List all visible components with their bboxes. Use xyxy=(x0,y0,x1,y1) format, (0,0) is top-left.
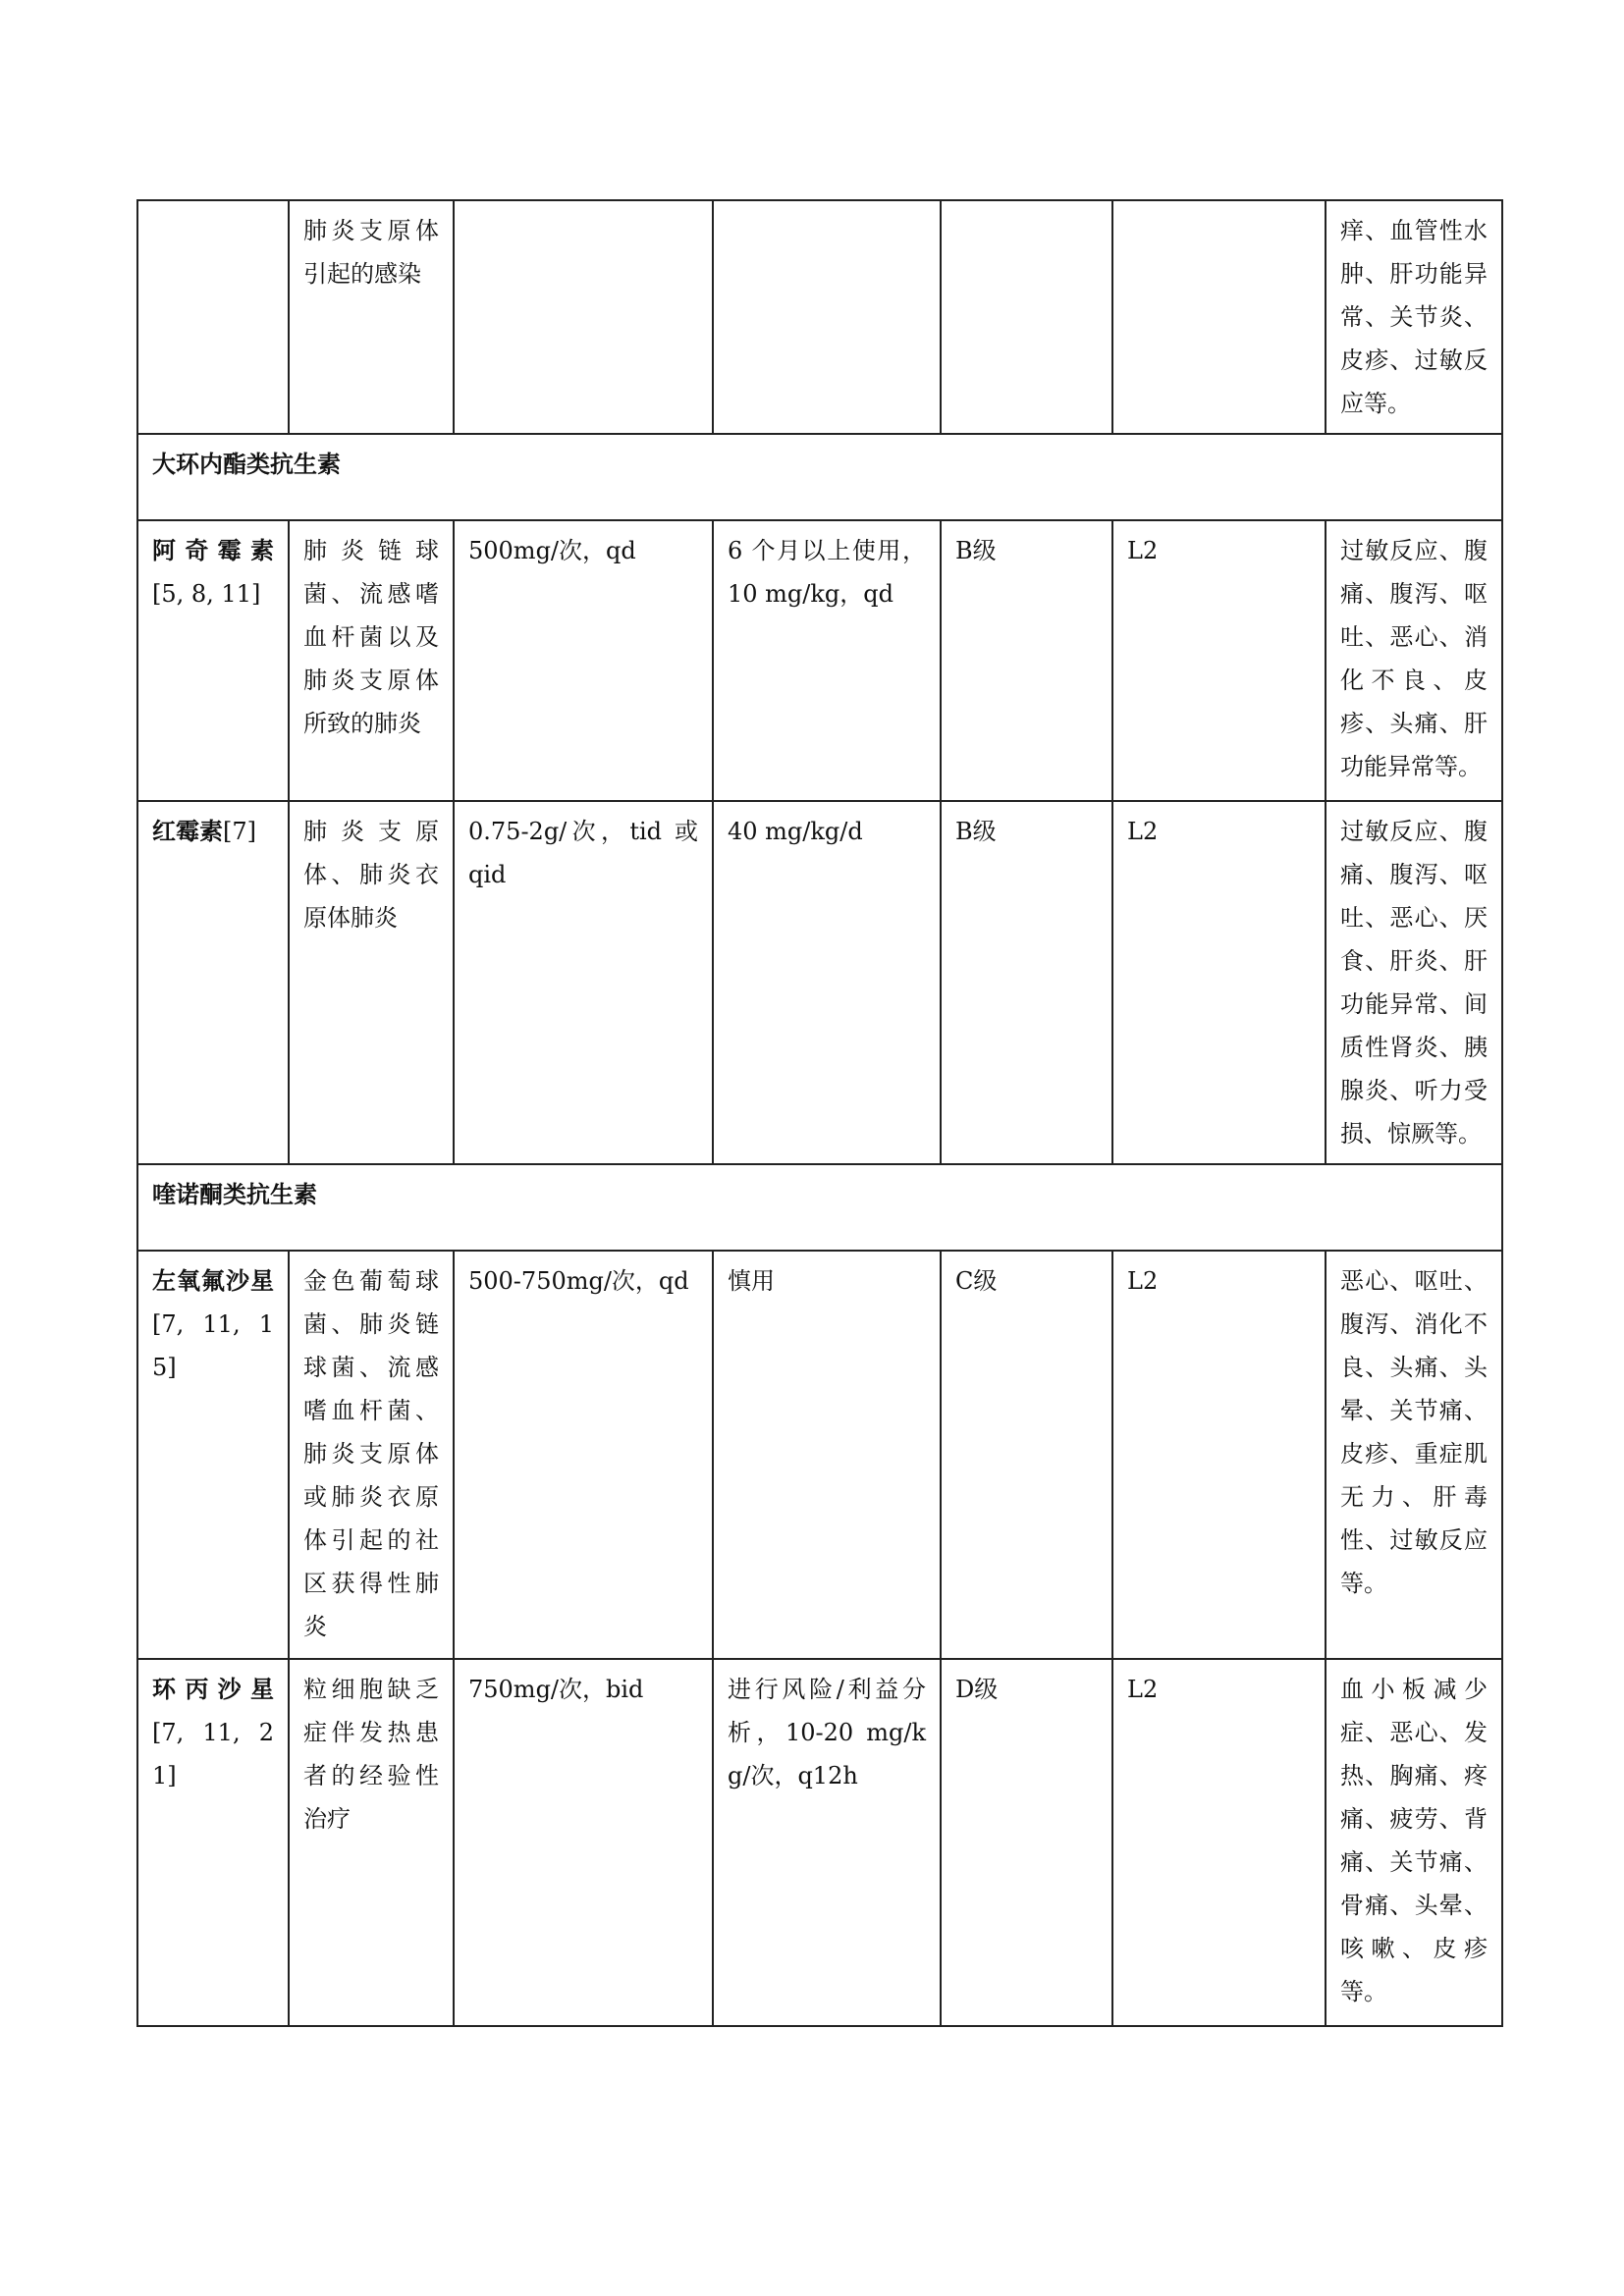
adult-dose-cell: 0.75-2g/次，tid 或 qid xyxy=(454,801,713,1164)
adult-dose-cell xyxy=(454,200,713,434)
pregnancy-grade-cell: D级 xyxy=(941,1659,1112,2026)
drug-name: 阿奇霉素 xyxy=(152,536,274,564)
reference: [7, 11, 21] xyxy=(152,1719,274,1789)
section-title-quinolone: 喹诺酮类抗生素 xyxy=(137,1164,1502,1251)
table-row xyxy=(137,200,1502,434)
drug-name: 环丙沙星 xyxy=(152,1675,274,1703)
table-row xyxy=(137,1251,1502,1659)
child-dose-cell: 进行风险/利益分析，10-20 mg/kg/次，q12h xyxy=(713,1659,941,2026)
drug-name: 红霉素 xyxy=(152,817,223,845)
indication-cell: 肺炎支原体引起的感染 xyxy=(289,200,454,434)
pregnancy-grade-cell xyxy=(941,200,1112,434)
drug-name-cell xyxy=(137,520,289,801)
drug-name-cell xyxy=(137,1251,289,1659)
table-row xyxy=(137,801,1502,1164)
lactation-grade-cell: L2 xyxy=(1112,1659,1326,2026)
child-dose-cell: 40 mg/kg/d xyxy=(713,801,941,1164)
drug-name-cell xyxy=(137,200,289,434)
section-row xyxy=(137,434,1502,520)
lactation-grade-cell: L2 xyxy=(1112,1251,1326,1659)
drug-name: 左氧氟沙星 xyxy=(152,1266,274,1295)
adverse-reaction-cell: 血小板减少症、恶心、发热、胸痛、疼痛、疲劳、背痛、关节痛、骨痛、头晕、咳嗽、皮疹等。 xyxy=(1326,1659,1502,2026)
drug-name-cell xyxy=(137,1659,289,2026)
adult-dose-cell: 500mg/次，qd xyxy=(454,520,713,801)
adult-dose-cell: 750mg/次，bid xyxy=(454,1659,713,2026)
drug-table xyxy=(136,199,1503,2027)
indication-cell: 金色葡萄球菌、肺炎链球菌、流感嗜血杆菌、肺炎支原体或肺炎衣原体引起的社区获得性肺炎 xyxy=(289,1251,454,1659)
indication-cell: 肺炎支原体、肺炎衣原体肺炎 xyxy=(289,801,454,1164)
adult-dose-cell: 500-750mg/次，qd xyxy=(454,1251,713,1659)
lactation-grade-cell xyxy=(1112,200,1326,434)
pregnancy-grade-cell: B级 xyxy=(941,520,1112,801)
child-dose-cell: 6 个月以上使用，10 mg/kg，qd xyxy=(713,520,941,801)
table-row xyxy=(137,1659,1502,2026)
lactation-grade-cell: L2 xyxy=(1112,520,1326,801)
reference: [7] xyxy=(223,818,256,845)
reference: [7, 11, 15] xyxy=(152,1310,274,1381)
child-dose-cell: 慎用 xyxy=(713,1251,941,1659)
section-title-macrolide: 大环内酯类抗生素 xyxy=(137,434,1502,520)
indication-cell: 肺炎链球菌、流感嗜血杆菌以及肺炎支原体所致的肺炎 xyxy=(289,520,454,801)
adverse-reaction-cell: 过敏反应、腹痛、腹泻、呕吐、恶心、消化不良、皮疹、头痛、肝功能异常等。 xyxy=(1326,520,1502,801)
adverse-reaction-cell: 痒、血管性水肿、肝功能异常、关节炎、皮疹、过敏反应等。 xyxy=(1326,200,1502,434)
pregnancy-grade-cell: B级 xyxy=(941,801,1112,1164)
reference: [5, 8, 11] xyxy=(152,580,261,608)
section-row xyxy=(137,1164,1502,1251)
adverse-reaction-cell: 恶心、呕吐、腹泻、消化不良、头痛、头晕、关节痛、皮疹、重症肌无力、肝毒性、过敏反应等。 xyxy=(1326,1251,1502,1659)
table-row xyxy=(137,520,1502,801)
adverse-reaction-cell: 过敏反应、腹痛、腹泻、呕吐、恶心、厌食、肝炎、肝功能异常、间质性肾炎、胰腺炎、听力受损、惊厥等。 xyxy=(1326,801,1502,1164)
lactation-grade-cell: L2 xyxy=(1112,801,1326,1164)
indication-cell: 粒细胞缺乏症伴发热患者的经验性治疗 xyxy=(289,1659,454,2026)
drug-name-cell xyxy=(137,801,289,1164)
child-dose-cell xyxy=(713,200,941,434)
pregnancy-grade-cell: C级 xyxy=(941,1251,1112,1659)
